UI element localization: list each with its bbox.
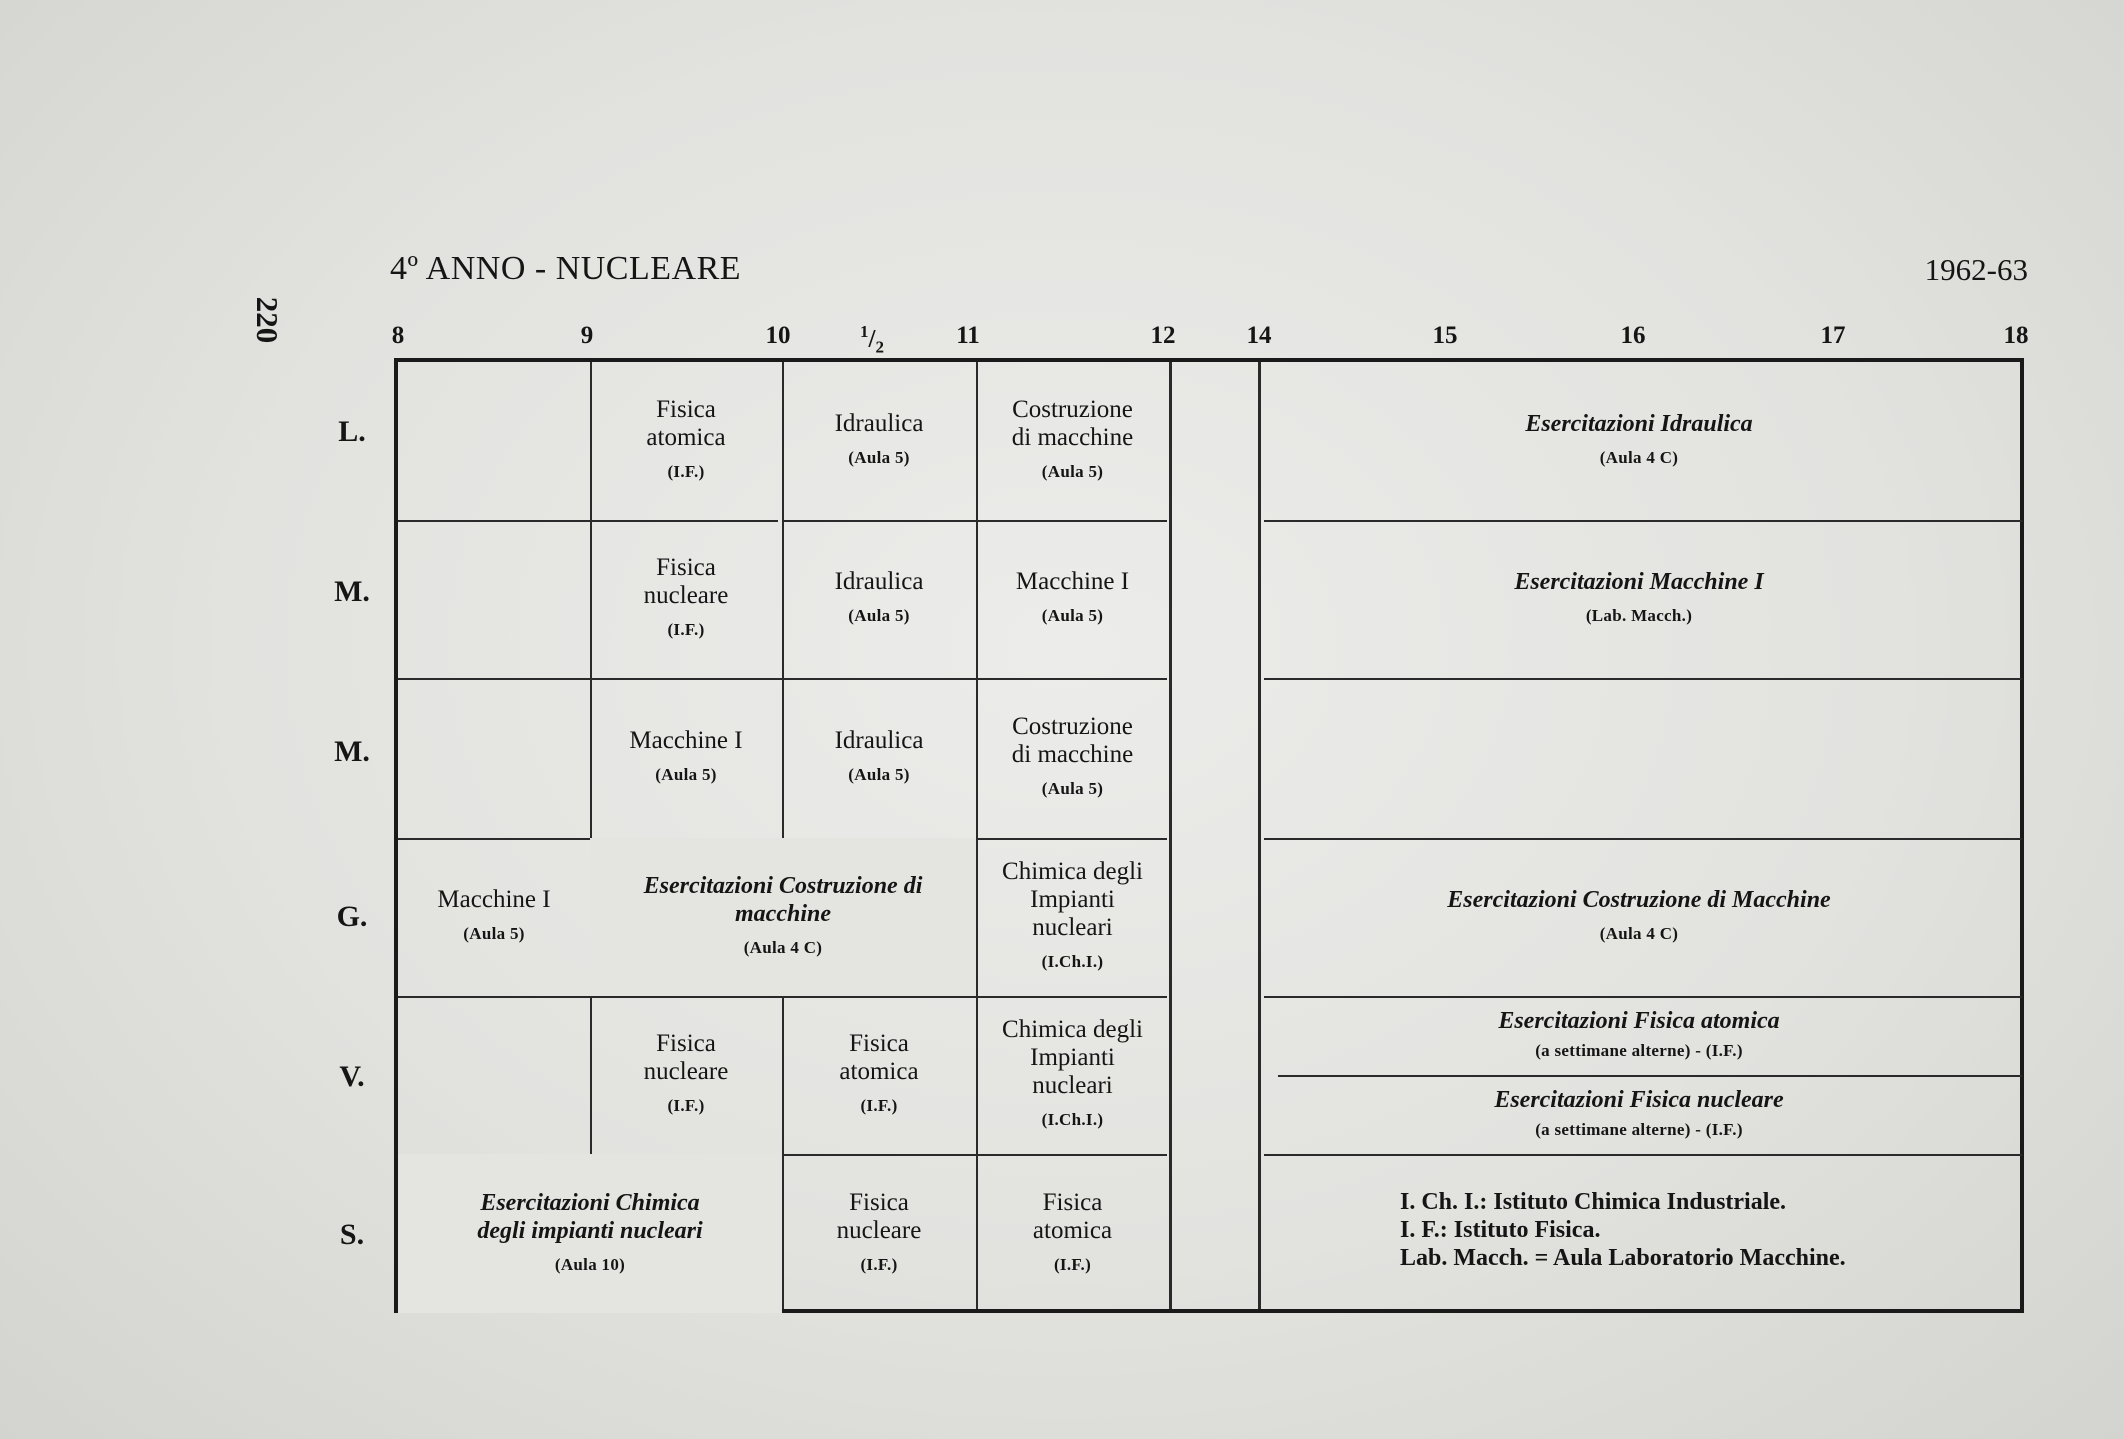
column-divider [1169,362,1172,1309]
legend-item: I. Ch. I.: Istituto Chimica Industriale. [1400,1189,1787,1215]
lesson-cell: Idraulica (Aula 5) [834,568,924,625]
lesson-cell: Chimica degli Impianti nucleari (I.Ch.I.) [1002,1016,1143,1129]
hour-label: 10 [765,322,791,349]
lesson-cell: Fisica nucleare (I.F.) [643,1030,729,1115]
hour-label: 8 [391,322,405,349]
timetable-grid [394,358,2024,1313]
lesson-cell: Costruzione di macchine (Aula 5) [1011,713,1134,798]
lesson-cell: Fisica atomica (I.F.) [839,1030,919,1115]
hour-label: 16 [1620,322,1646,349]
lesson-cell: Idraulica (Aula 5) [834,410,924,467]
hour-label: 15 [1432,322,1458,349]
lesson-cell: Fisica atomica (I.F.) [1032,1188,1113,1274]
lesson-cell: Costruzione di macchine (Aula 5) [1011,396,1134,481]
lesson-cell: Macchine I (Aula 5) [629,727,743,784]
row-divider [1264,678,2022,680]
page-title: 4º ANNO - NUCLEARE [390,250,742,287]
day-label-sabato: S. [339,1218,365,1251]
lesson-cell: Macchine I (Aula 5) [1015,568,1130,625]
hour-label: 14 [1246,322,1272,349]
lesson-cell: Fisica atomica (I.F.) [646,396,726,481]
afternoon-cell: Esercitazioni Macchine I (Lab. Macch.) [1514,569,1764,625]
day-label-giovedi: G. [336,900,368,933]
lesson-cell-merged: Esercitazioni Costruzione di macchine (Aula 4 C) [590,838,976,996]
legend [1400,1188,1846,1272]
afternoon-cell: Esercitazioni Fisica nucleare (a settimane alterne) - (I.F.) [1494,1086,1784,1139]
day-label-martedi: M. [334,575,370,608]
lesson-cell-merged: Esercitazioni Chimica degli impianti nucleari (Aula 10) [398,1154,782,1313]
lesson-cell: Idraulica (Aula 5) [834,727,924,784]
legend-item: Lab. Macch. = Aula Laboratorio Macchine. [1400,1245,1846,1271]
hour-label: 18 [2003,322,2029,349]
afternoon-cell: Esercitazioni Fisica atomica (a settimane alterne) - (I.F.) [1498,1007,1780,1060]
lesson-cell: Fisica nucleare (I.F.) [836,1188,922,1274]
hour-label: 9 [580,322,594,349]
lesson-cell: Fisica nucleare (I.F.) [643,554,729,639]
lesson-cell: Chimica degli Impianti nucleari (I.Ch.I.) [1002,858,1143,971]
day-label-mercoledi: M. [334,735,370,768]
afternoon-cell: Esercitazioni Costruzione di Macchine (Aula 4 C) [1447,887,1831,943]
hour-label: 11 [956,322,980,349]
day-label-lunedi: L. [338,415,366,448]
lesson-cell: Macchine I (Aula 5) [437,886,551,943]
day-label-venerdi: V. [339,1060,365,1093]
page-number: 220 [250,296,285,344]
legend-item: I. F.: Istituto Fisica. [1400,1217,1601,1243]
afternoon-cell: Esercitazioni Idraulica (Aula 4 C) [1525,411,1753,467]
row-divider [1264,1154,2022,1156]
hour-label: 12 [1150,322,1176,349]
hour-label: 17 [1820,322,1846,349]
half-hour-label: $^1/_2$ [860,322,884,357]
academic-year: 1962-63 [1924,252,2028,287]
